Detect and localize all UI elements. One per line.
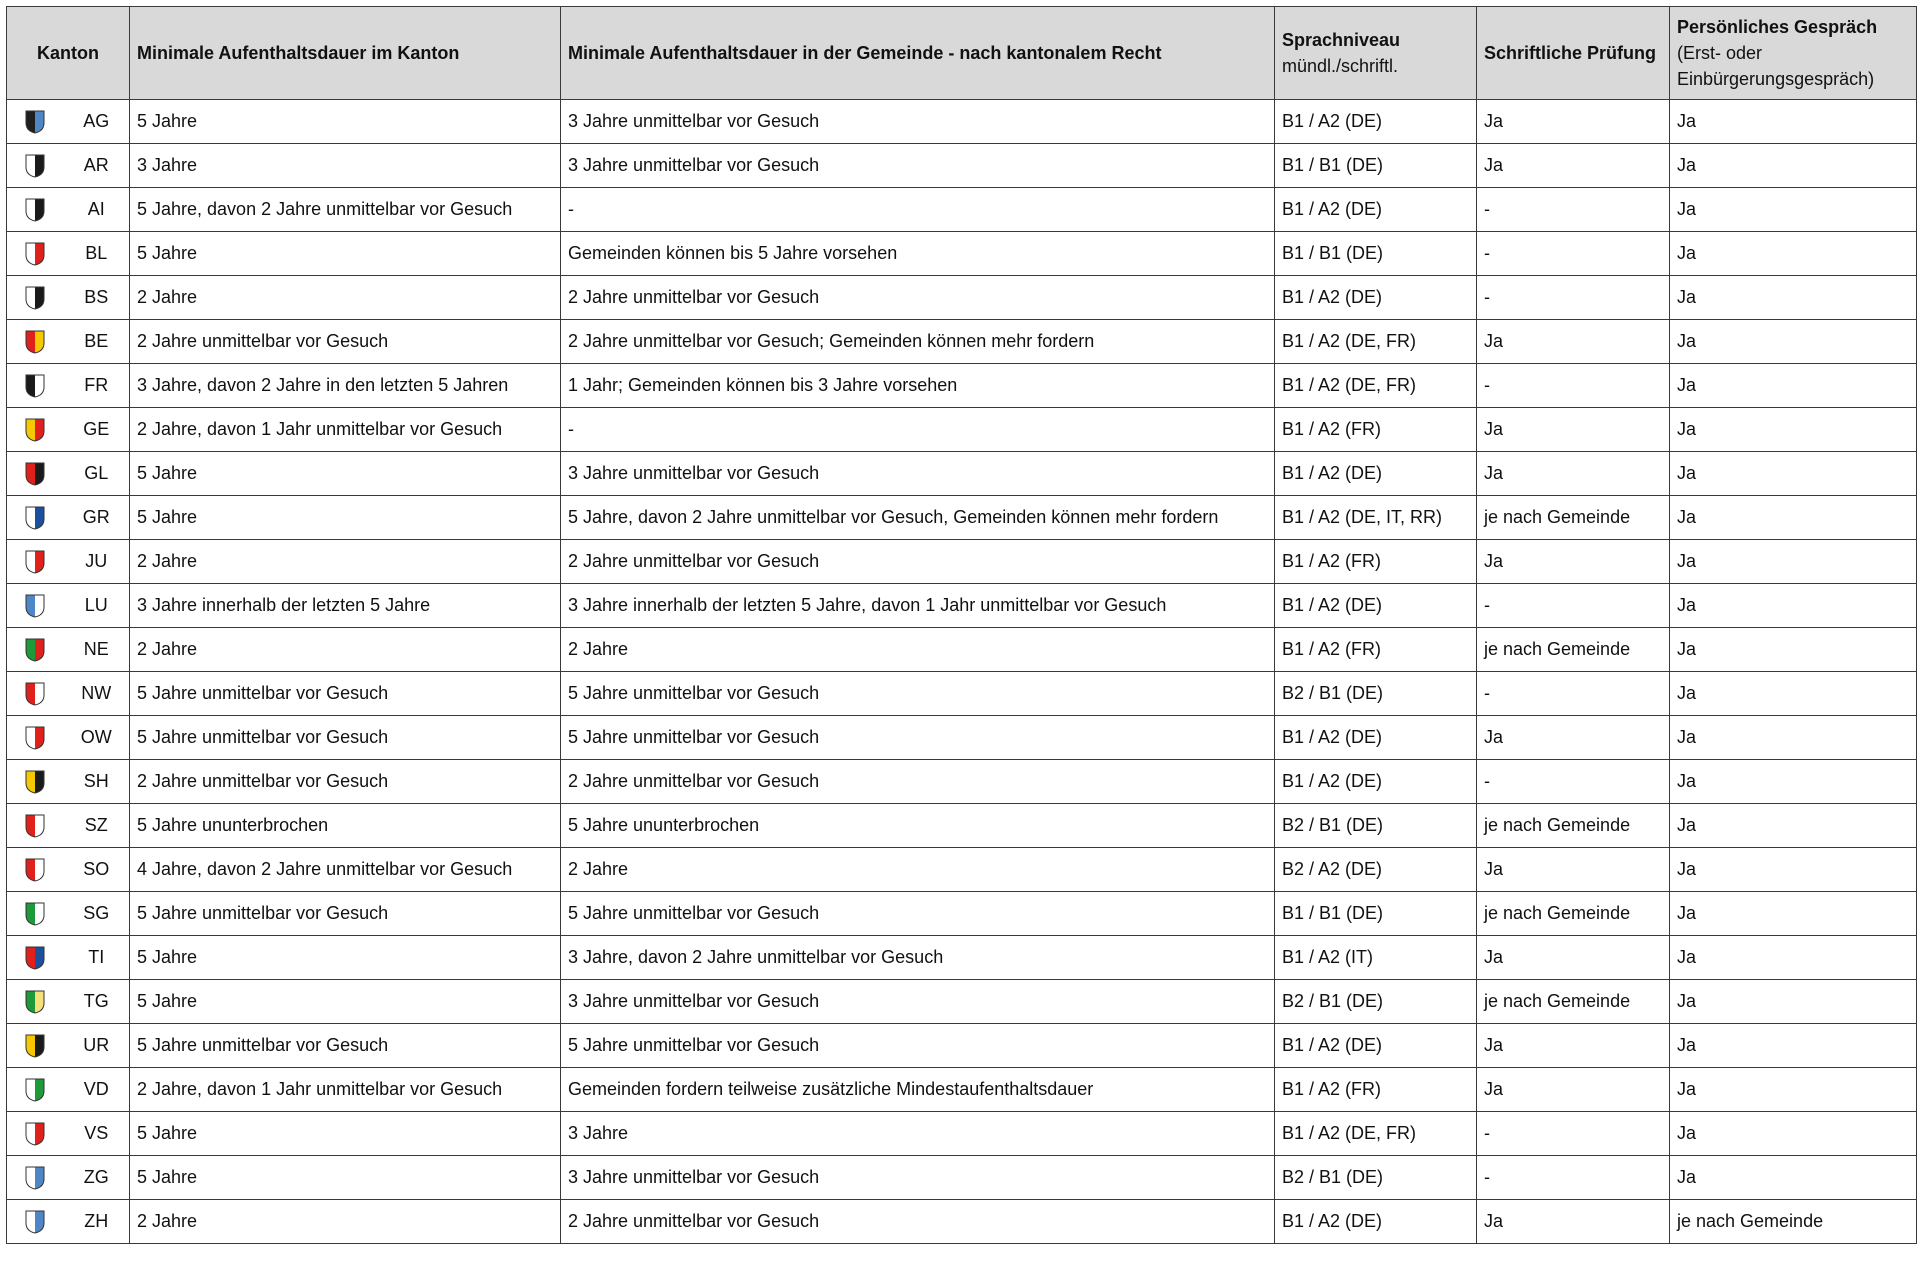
cell-written-test: je nach Gemeinde <box>1477 804 1670 848</box>
cell-interview: Ja <box>1670 232 1917 276</box>
bs-coat-of-arms-icon <box>25 286 45 310</box>
cell-flag <box>7 892 64 936</box>
cell-language: B1 / A2 (FR) <box>1275 1068 1477 1112</box>
cell-interview: Ja <box>1670 408 1917 452</box>
cell-canton-code: BS <box>64 276 130 320</box>
cell-interview: Ja <box>1670 716 1917 760</box>
cell-interview: Ja <box>1670 320 1917 364</box>
fr-coat-of-arms-icon <box>25 374 45 398</box>
cell-language: B1 / B1 (DE) <box>1275 232 1477 276</box>
cell-language: B1 / A2 (FR) <box>1275 540 1477 584</box>
cell-flag <box>7 716 64 760</box>
cell-language: B1 / B1 (DE) <box>1275 892 1477 936</box>
cell-stay-municipality: 5 Jahre unmittelbar vor Gesuch <box>561 1024 1275 1068</box>
cell-flag <box>7 452 64 496</box>
cell-language: B1 / A2 (DE) <box>1275 100 1477 144</box>
cell-flag <box>7 276 64 320</box>
cell-written-test: Ja <box>1477 716 1670 760</box>
header-language-sub: mündl./schriftl. <box>1282 56 1399 76</box>
cell-stay-canton: 3 Jahre <box>130 144 561 188</box>
nw-coat-of-arms-icon <box>25 682 45 706</box>
cell-interview: Ja <box>1670 100 1917 144</box>
table-row <box>7 540 1917 584</box>
table-row <box>7 672 1917 716</box>
cell-flag <box>7 100 64 144</box>
table-row <box>7 364 1917 408</box>
table-row <box>7 1112 1917 1156</box>
header-stay-canton: Minimale Aufenthaltsdauer im Kanton <box>130 7 561 100</box>
cell-stay-canton: 5 Jahre unmittelbar vor Gesuch <box>130 1024 561 1068</box>
bl-coat-of-arms-icon <box>25 242 45 266</box>
cell-language: B2 / B1 (DE) <box>1275 1156 1477 1200</box>
cell-interview: Ja <box>1670 804 1917 848</box>
cell-stay-municipality: 5 Jahre unmittelbar vor Gesuch <box>561 892 1275 936</box>
zh-coat-of-arms-icon <box>25 1210 45 1234</box>
cell-language: B1 / A2 (DE) <box>1275 716 1477 760</box>
table-row <box>7 188 1917 232</box>
cell-stay-municipality: - <box>561 188 1275 232</box>
cell-interview: Ja <box>1670 584 1917 628</box>
cell-language: B1 / A2 (DE, FR) <box>1275 364 1477 408</box>
vs-coat-of-arms-icon <box>25 1122 45 1146</box>
table-row <box>7 496 1917 540</box>
cell-stay-municipality: 3 Jahre unmittelbar vor Gesuch <box>561 100 1275 144</box>
cell-stay-canton: 2 Jahre <box>130 628 561 672</box>
cell-stay-municipality: 2 Jahre unmittelbar vor Gesuch <box>561 540 1275 584</box>
cell-stay-municipality: 1 Jahr; Gemeinden können bis 3 Jahre vorsehen <box>561 364 1275 408</box>
naturalization-requirements-table <box>6 6 1917 1244</box>
cell-flag <box>7 1068 64 1112</box>
cell-stay-municipality: - <box>561 408 1275 452</box>
cell-written-test: Ja <box>1477 848 1670 892</box>
cell-flag <box>7 408 64 452</box>
ge-coat-of-arms-icon <box>25 418 45 442</box>
cell-stay-canton: 2 Jahre <box>130 540 561 584</box>
cell-canton-code: TG <box>64 980 130 1024</box>
table-row <box>7 452 1917 496</box>
table-row <box>7 980 1917 1024</box>
sz-coat-of-arms-icon <box>25 814 45 838</box>
cell-canton-code: NE <box>64 628 130 672</box>
cell-canton-code: GL <box>64 452 130 496</box>
cell-written-test: - <box>1477 672 1670 716</box>
cell-flag <box>7 540 64 584</box>
cell-stay-municipality: 3 Jahre unmittelbar vor Gesuch <box>561 144 1275 188</box>
cell-stay-canton: 2 Jahre, davon 1 Jahr unmittelbar vor Gesuch <box>130 408 561 452</box>
cell-canton-code: ZH <box>64 1200 130 1244</box>
cell-stay-canton: 5 Jahre unmittelbar vor Gesuch <box>130 672 561 716</box>
table-row <box>7 892 1917 936</box>
cell-canton-code: JU <box>64 540 130 584</box>
cell-stay-canton: 5 Jahre <box>130 936 561 980</box>
cell-stay-municipality: Gemeinden können bis 5 Jahre vorsehen <box>561 232 1275 276</box>
cell-canton-code: UR <box>64 1024 130 1068</box>
table-row <box>7 232 1917 276</box>
gl-coat-of-arms-icon <box>25 462 45 486</box>
cell-stay-canton: 5 Jahre <box>130 496 561 540</box>
cell-written-test: - <box>1477 584 1670 628</box>
cell-language: B1 / A2 (DE) <box>1275 584 1477 628</box>
cell-language: B1 / A2 (DE) <box>1275 276 1477 320</box>
cell-canton-code: SO <box>64 848 130 892</box>
cell-interview: Ja <box>1670 980 1917 1024</box>
cell-canton-code: SG <box>64 892 130 936</box>
cell-language: B1 / A2 (DE, FR) <box>1275 320 1477 364</box>
cell-interview: Ja <box>1670 496 1917 540</box>
cell-written-test: - <box>1477 1156 1670 1200</box>
cell-stay-municipality: 2 Jahre unmittelbar vor Gesuch <box>561 760 1275 804</box>
cell-flag <box>7 232 64 276</box>
header-written-test: Schriftliche Prüfung <box>1477 7 1670 100</box>
table-header-row <box>7 7 1917 100</box>
table-row <box>7 760 1917 804</box>
cell-stay-municipality: 5 Jahre unmittelbar vor Gesuch <box>561 716 1275 760</box>
cell-language: B2 / B1 (DE) <box>1275 804 1477 848</box>
cell-interview: Ja <box>1670 188 1917 232</box>
header-kanton: Kanton <box>7 7 130 100</box>
cell-interview: Ja <box>1670 936 1917 980</box>
cell-stay-canton: 2 Jahre <box>130 1200 561 1244</box>
cell-canton-code: VS <box>64 1112 130 1156</box>
cell-written-test: Ja <box>1477 452 1670 496</box>
cell-interview: Ja <box>1670 1112 1917 1156</box>
cell-interview: Ja <box>1670 1024 1917 1068</box>
cell-interview: Ja <box>1670 848 1917 892</box>
ag-coat-of-arms-icon <box>25 110 45 134</box>
ti-coat-of-arms-icon <box>25 946 45 970</box>
cell-stay-canton: 5 Jahre <box>130 232 561 276</box>
cell-stay-canton: 5 Jahre <box>130 1156 561 1200</box>
cell-canton-code: FR <box>64 364 130 408</box>
table-row <box>7 144 1917 188</box>
cell-written-test: Ja <box>1477 144 1670 188</box>
header-language <box>1275 7 1477 100</box>
cell-canton-code: SZ <box>64 804 130 848</box>
header-language-title: Sprachniveau <box>1282 30 1401 50</box>
cell-canton-code: NW <box>64 672 130 716</box>
cell-stay-canton: 5 Jahre, davon 2 Jahre unmittelbar vor Gesuch <box>130 188 561 232</box>
cell-language: B1 / A2 (DE, FR) <box>1275 1112 1477 1156</box>
cell-stay-municipality: Gemeinden fordern teilweise zusätzliche Mindestaufenthaltsdauer <box>561 1068 1275 1112</box>
header-interview-sub: (Erst- oder Einbürgerungsgespräch) <box>1677 43 1875 89</box>
cell-interview: Ja <box>1670 1068 1917 1112</box>
cell-canton-code: ZG <box>64 1156 130 1200</box>
cell-flag <box>7 980 64 1024</box>
cell-written-test: je nach Gemeinde <box>1477 496 1670 540</box>
cell-written-test: - <box>1477 188 1670 232</box>
cell-language: B2 / B1 (DE) <box>1275 672 1477 716</box>
cell-stay-municipality: 3 Jahre <box>561 1112 1275 1156</box>
cell-stay-municipality: 2 Jahre unmittelbar vor Gesuch <box>561 1200 1275 1244</box>
cell-written-test: Ja <box>1477 100 1670 144</box>
cell-flag <box>7 1024 64 1068</box>
ai-coat-of-arms-icon <box>25 198 45 222</box>
cell-interview: Ja <box>1670 276 1917 320</box>
gr-coat-of-arms-icon <box>25 506 45 530</box>
cell-flag <box>7 364 64 408</box>
cell-stay-canton: 2 Jahre unmittelbar vor Gesuch <box>130 760 561 804</box>
cell-stay-canton: 4 Jahre, davon 2 Jahre unmittelbar vor Gesuch <box>130 848 561 892</box>
vd-coat-of-arms-icon <box>25 1078 45 1102</box>
cell-stay-municipality: 2 Jahre <box>561 628 1275 672</box>
cell-written-test: je nach Gemeinde <box>1477 892 1670 936</box>
table-row <box>7 408 1917 452</box>
cell-flag <box>7 804 64 848</box>
cell-canton-code: VD <box>64 1068 130 1112</box>
cell-stay-canton: 2 Jahre unmittelbar vor Gesuch <box>130 320 561 364</box>
cell-written-test: - <box>1477 364 1670 408</box>
cell-language: B1 / A2 (DE) <box>1275 452 1477 496</box>
cell-canton-code: TI <box>64 936 130 980</box>
cell-stay-municipality: 2 Jahre <box>561 848 1275 892</box>
table-row <box>7 584 1917 628</box>
cell-stay-canton: 3 Jahre, davon 2 Jahre in den letzten 5 Jahren <box>130 364 561 408</box>
cell-language: B2 / B1 (DE) <box>1275 980 1477 1024</box>
cell-stay-municipality: 2 Jahre unmittelbar vor Gesuch <box>561 276 1275 320</box>
cell-language: B2 / A2 (DE) <box>1275 848 1477 892</box>
table-row <box>7 1068 1917 1112</box>
cell-written-test: Ja <box>1477 540 1670 584</box>
ar-coat-of-arms-icon <box>25 154 45 178</box>
cell-canton-code: OW <box>64 716 130 760</box>
table-row <box>7 320 1917 364</box>
cell-interview: Ja <box>1670 892 1917 936</box>
cell-written-test: - <box>1477 276 1670 320</box>
cell-flag <box>7 188 64 232</box>
table-row <box>7 1156 1917 1200</box>
ju-coat-of-arms-icon <box>25 550 45 574</box>
cell-language: B1 / A2 (DE, IT, RR) <box>1275 496 1477 540</box>
table-row <box>7 276 1917 320</box>
cell-flag <box>7 760 64 804</box>
cell-canton-code: AG <box>64 100 130 144</box>
cell-written-test: Ja <box>1477 1200 1670 1244</box>
header-interview <box>1670 7 1917 100</box>
sh-coat-of-arms-icon <box>25 770 45 794</box>
cell-canton-code: GE <box>64 408 130 452</box>
cell-stay-canton: 2 Jahre <box>130 276 561 320</box>
cell-stay-municipality: 5 Jahre unmittelbar vor Gesuch <box>561 672 1275 716</box>
cell-stay-canton: 2 Jahre, davon 1 Jahr unmittelbar vor Gesuch <box>130 1068 561 1112</box>
cell-flag <box>7 1200 64 1244</box>
cell-stay-canton: 5 Jahre ununterbrochen <box>130 804 561 848</box>
table-row <box>7 1024 1917 1068</box>
cell-stay-canton: 5 Jahre <box>130 1112 561 1156</box>
cell-flag <box>7 584 64 628</box>
cell-flag <box>7 628 64 672</box>
cell-language: B1 / B1 (DE) <box>1275 144 1477 188</box>
cell-written-test: Ja <box>1477 1024 1670 1068</box>
cell-written-test: - <box>1477 232 1670 276</box>
cell-interview: Ja <box>1670 628 1917 672</box>
table-row <box>7 100 1917 144</box>
cell-language: B1 / A2 (FR) <box>1275 628 1477 672</box>
cell-stay-canton: 5 Jahre <box>130 100 561 144</box>
cell-canton-code: GR <box>64 496 130 540</box>
cell-written-test: Ja <box>1477 320 1670 364</box>
so-coat-of-arms-icon <box>25 858 45 882</box>
cell-stay-municipality: 3 Jahre, davon 2 Jahre unmittelbar vor Gesuch <box>561 936 1275 980</box>
cell-canton-code: SH <box>64 760 130 804</box>
cell-language: B1 / A2 (DE) <box>1275 1200 1477 1244</box>
cell-interview: je nach Gemeinde <box>1670 1200 1917 1244</box>
ow-coat-of-arms-icon <box>25 726 45 750</box>
cell-flag <box>7 936 64 980</box>
cell-flag <box>7 848 64 892</box>
cell-interview: Ja <box>1670 144 1917 188</box>
cell-stay-canton: 5 Jahre <box>130 980 561 1024</box>
cell-written-test: Ja <box>1477 936 1670 980</box>
table-row <box>7 936 1917 980</box>
cell-written-test: je nach Gemeinde <box>1477 980 1670 1024</box>
cell-language: B1 / A2 (IT) <box>1275 936 1477 980</box>
cell-flag <box>7 1112 64 1156</box>
be-coat-of-arms-icon <box>25 330 45 354</box>
cell-canton-code: BL <box>64 232 130 276</box>
cell-stay-municipality: 5 Jahre, davon 2 Jahre unmittelbar vor Gesuch, Gemeinden können mehr fordern <box>561 496 1275 540</box>
cell-language: B1 / A2 (DE) <box>1275 1024 1477 1068</box>
cell-interview: Ja <box>1670 760 1917 804</box>
cell-interview: Ja <box>1670 364 1917 408</box>
cell-stay-canton: 5 Jahre unmittelbar vor Gesuch <box>130 716 561 760</box>
zg-coat-of-arms-icon <box>25 1166 45 1190</box>
cell-written-test: Ja <box>1477 1068 1670 1112</box>
cell-language: B1 / A2 (DE) <box>1275 760 1477 804</box>
ne-coat-of-arms-icon <box>25 638 45 662</box>
cell-flag <box>7 672 64 716</box>
cell-interview: Ja <box>1670 452 1917 496</box>
cell-stay-municipality: 3 Jahre unmittelbar vor Gesuch <box>561 980 1275 1024</box>
header-stay-municipality: Minimale Aufenthaltsdauer in der Gemeinde - nach kantonalem Recht <box>561 7 1275 100</box>
table-row <box>7 628 1917 672</box>
table-wrapper <box>6 6 1917 1244</box>
table-row <box>7 848 1917 892</box>
sg-coat-of-arms-icon <box>25 902 45 926</box>
cell-flag <box>7 496 64 540</box>
cell-stay-canton: 3 Jahre innerhalb der letzten 5 Jahre <box>130 584 561 628</box>
cell-stay-canton: 5 Jahre <box>130 452 561 496</box>
cell-written-test: je nach Gemeinde <box>1477 628 1670 672</box>
table-row <box>7 1200 1917 1244</box>
table-body <box>7 100 1917 1244</box>
cell-canton-code: AR <box>64 144 130 188</box>
header-interview-title: Persönliches Gespräch <box>1677 17 1878 37</box>
cell-written-test: - <box>1477 760 1670 804</box>
cell-stay-municipality: 2 Jahre unmittelbar vor Gesuch; Gemeinden können mehr fordern <box>561 320 1275 364</box>
cell-flag <box>7 320 64 364</box>
tg-coat-of-arms-icon <box>25 990 45 1014</box>
cell-canton-code: BE <box>64 320 130 364</box>
cell-flag <box>7 1156 64 1200</box>
lu-coat-of-arms-icon <box>25 594 45 618</box>
cell-canton-code: LU <box>64 584 130 628</box>
cell-interview: Ja <box>1670 540 1917 584</box>
cell-language: B1 / A2 (FR) <box>1275 408 1477 452</box>
cell-written-test: Ja <box>1477 408 1670 452</box>
cell-flag <box>7 144 64 188</box>
cell-stay-canton: 5 Jahre unmittelbar vor Gesuch <box>130 892 561 936</box>
cell-stay-municipality: 3 Jahre innerhalb der letzten 5 Jahre, davon 1 Jahr unmittelbar vor Gesuch <box>561 584 1275 628</box>
cell-stay-municipality: 3 Jahre unmittelbar vor Gesuch <box>561 1156 1275 1200</box>
cell-canton-code: AI <box>64 188 130 232</box>
cell-stay-municipality: 5 Jahre ununterbrochen <box>561 804 1275 848</box>
cell-interview: Ja <box>1670 1156 1917 1200</box>
cell-language: B1 / A2 (DE) <box>1275 188 1477 232</box>
table-row <box>7 716 1917 760</box>
cell-written-test: - <box>1477 1112 1670 1156</box>
table-row <box>7 804 1917 848</box>
cell-interview: Ja <box>1670 672 1917 716</box>
cell-stay-municipality: 3 Jahre unmittelbar vor Gesuch <box>561 452 1275 496</box>
ur-coat-of-arms-icon <box>25 1034 45 1058</box>
